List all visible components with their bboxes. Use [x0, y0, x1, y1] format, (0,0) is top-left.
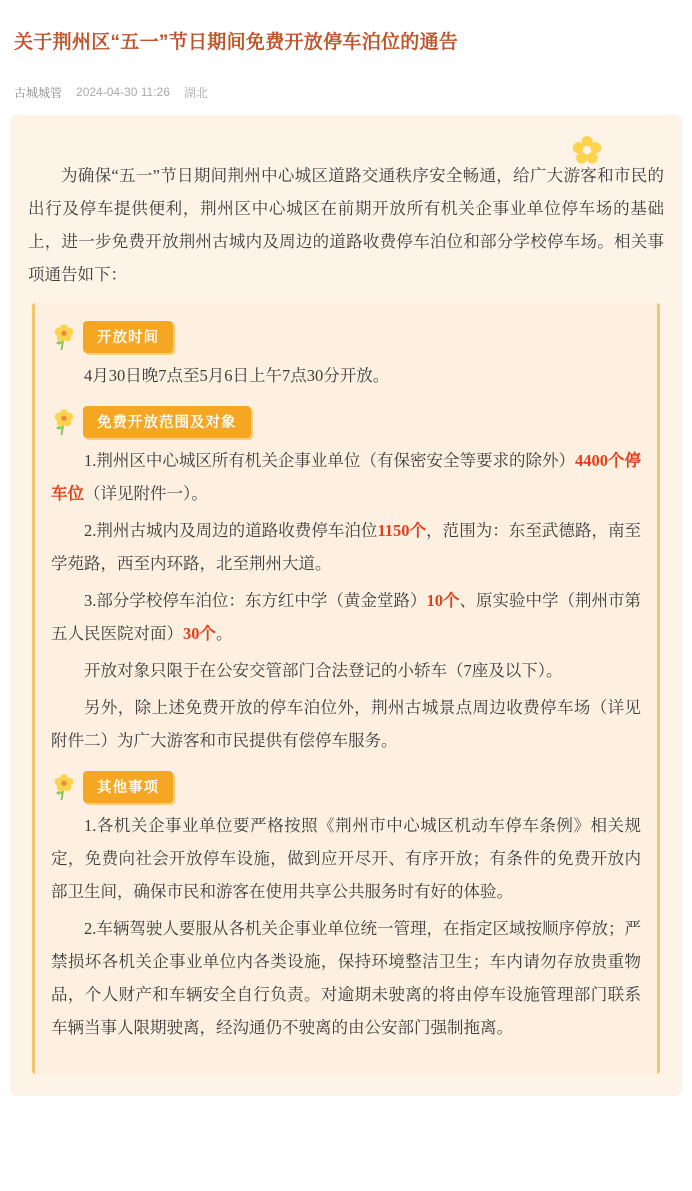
paragraph-text: 1.各机关企事业单位要严格按照《荆州市中心城区机动车停车条例》相关规定，免费向社会开放停车设施，做到应开尽开、有序开放；有条件的免费开放内部卫生间，确保市民和游客在使用共享公共服务时有好的体验。 [51, 815, 641, 901]
paragraph-text: 开放对象只限于在公安交管部门合法登记的小轿车（7座及以下）。 [84, 660, 563, 680]
article-meta [0, 70, 692, 115]
section-paragraph [51, 359, 641, 392]
flower-bullet-icon [53, 773, 75, 801]
section-header [53, 321, 643, 353]
paragraph-text: 、原实验中学（荆州市第五人民医院对面） [51, 590, 642, 643]
article-body-card [10, 115, 682, 1096]
section-paragraph [51, 912, 641, 1044]
paragraph-text: 4月30日晚7点至5月6日上午7点30分开放。 [84, 365, 390, 385]
section-paragraph [51, 809, 641, 908]
section-header [53, 406, 643, 438]
intro-paragraph: 为确保“五一”节日期间荆州中心城区道路交通秩序安全畅通，给广大游客和市民的出行及停车提供便利，荆州区中心城区在前期开放所有机关企事业单位停车场的基础上，进一步免费开放荆州古城内及周边的道路收费停车泊位和部分学校停车场。相关事项通告如下： [28, 165, 664, 284]
page-title: 关于荆州区“五一”节日期间免费开放停车泊位的通告 [14, 31, 459, 53]
meta-date: 2024-04-30 11:26 [76, 85, 170, 100]
highlighted-number: 30个 [183, 623, 216, 643]
meta-location: 湖北 [183, 85, 208, 100]
paragraph-text: 另外，除上述免费开放的停车泊位外，荆州古城景点周边收费停车场（详见附件二）为广大游客和市民提供有偿停车服务。 [51, 697, 641, 750]
paragraph-text: 。 [216, 623, 233, 643]
sections-container [32, 303, 660, 1074]
highlighted-number: 10个 [426, 590, 460, 610]
highlighted-number: 4400个停车位 [51, 450, 642, 503]
flower-bullet-icon [53, 323, 75, 351]
section-paragraph [51, 654, 641, 687]
section-paragraph [51, 691, 641, 757]
paragraph-text: 1.荆州区中心城区所有机关企事业单位（有保密安全等要求的除外） [84, 450, 575, 470]
paragraph-text: （详见附件一）。 [84, 483, 208, 503]
highlighted-number: 1150个 [377, 520, 427, 540]
paragraph-text: 2.车辆驾驶人要服从各机关企事业单位统一管理，在指定区域按顺序停放；严禁损坏各机关企事业单位内各类设施，保持环境整洁卫生；车内请勿存放贵重物品，个人财产和车辆安全自行负责。对逾期未驶离的将由停车设施管理部门联系车辆当事人限期驶离，经沟通仍不驶离的由公安部门强制拖离。 [51, 918, 641, 1037]
section-paragraph [51, 444, 641, 510]
section-header [53, 771, 643, 803]
section-label: 其他事项 [83, 771, 173, 803]
section-label: 开放时间 [83, 321, 173, 353]
section-label: 免费开放范围及对象 [83, 406, 251, 438]
paragraph-text: 2.荆州古城内及周边的道路收费停车泊位 [84, 520, 378, 540]
section-paragraph [51, 514, 641, 580]
paragraph-text: ，范围为：东至武德路，南至学苑路，西至内环路，北至荆州大道。 [51, 520, 642, 573]
sections-list [49, 321, 643, 1044]
section-paragraph [51, 584, 641, 650]
bottom-spacer [49, 1046, 643, 1056]
paragraph-text: 3.部分学校停车泊位：东方红中学（黄金堂路） [84, 590, 427, 610]
flower-icon [572, 135, 602, 165]
meta-source[interactable]: 古城城管 [14, 85, 63, 100]
flower-bullet-icon [53, 408, 75, 436]
